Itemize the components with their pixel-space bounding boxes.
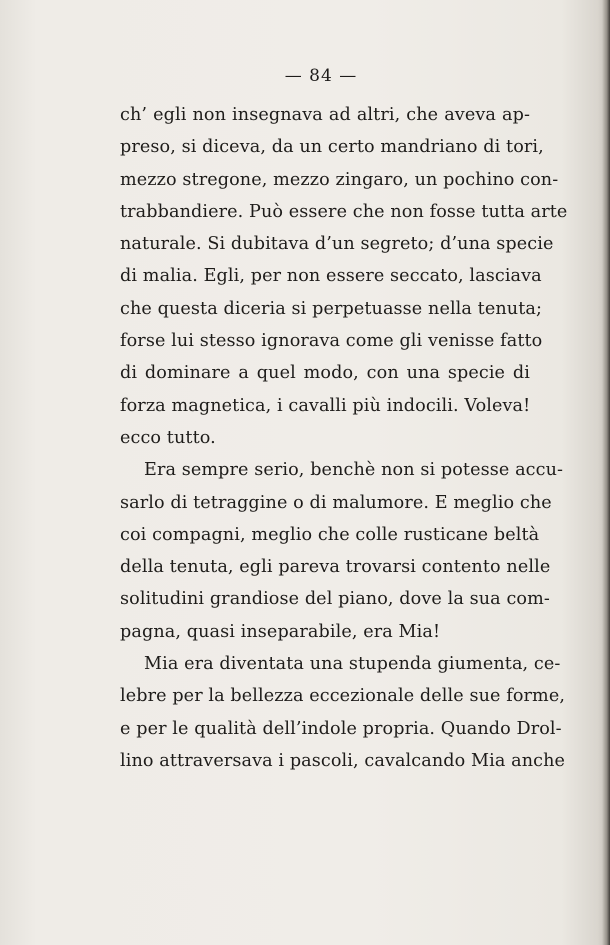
text-line: Era sempre serio, benchè non si potesse accu- — [144, 460, 564, 481]
text-line: forza magnetica, i cavalli più indocili. Voleva! — [120, 395, 531, 416]
text-line: di dominare a quel modo, con una specie di — [120, 363, 530, 384]
text-line: naturale. Si dubitava d’un segreto; d’una specie — [120, 234, 554, 255]
page-number: — 84 — — [284, 66, 358, 86]
text-line: Mia era diventata una stupenda giumenta, ce- — [144, 654, 561, 675]
text-line: lebre per la bellezza eccezionale delle sue forme, — [120, 686, 566, 707]
text-line: ecco tutto. — [120, 427, 216, 448]
text-line: preso, si diceva, da un certo mandriano di tori, — [120, 137, 544, 158]
text-line: mezzo stregone, mezzo zingaro, un pochino con- — [120, 169, 559, 190]
page-edge-shadow — [602, 0, 610, 945]
text-line: e per le qualità dell’indole propria. Quando Drol- — [120, 718, 562, 739]
text-line: trabbandiere. Può essere che non fosse tutta arte — [120, 201, 568, 222]
text-line: coi compagni, meglio che colle rusticane beltà — [120, 524, 540, 545]
text-line: pagna, quasi inseparabile, era Mia! — [120, 621, 441, 642]
body-text — [120, 99, 568, 777]
text-line: ch’ egli non insegnava ad altri, che aveva ap- — [120, 105, 530, 125]
text-line: lino attraversava i pascoli, cavalcando Mia anche — [120, 750, 566, 771]
text-line: che questa diceria si perpetuasse nella tenuta; — [120, 298, 543, 319]
text-line: sarlo di tetraggine o di malumore. E meglio che — [120, 492, 552, 513]
text-line: forse lui stesso ignorava come gli venisse fatto — [120, 331, 543, 352]
text-line: solitudini grandiose del piano, dove la sua com- — [120, 589, 550, 610]
text-line: della tenuta, egli pareva trovarsi contento nelle — [120, 557, 551, 578]
text-line: di malia. Egli, per non essere seccato, lasciava — [120, 266, 542, 287]
